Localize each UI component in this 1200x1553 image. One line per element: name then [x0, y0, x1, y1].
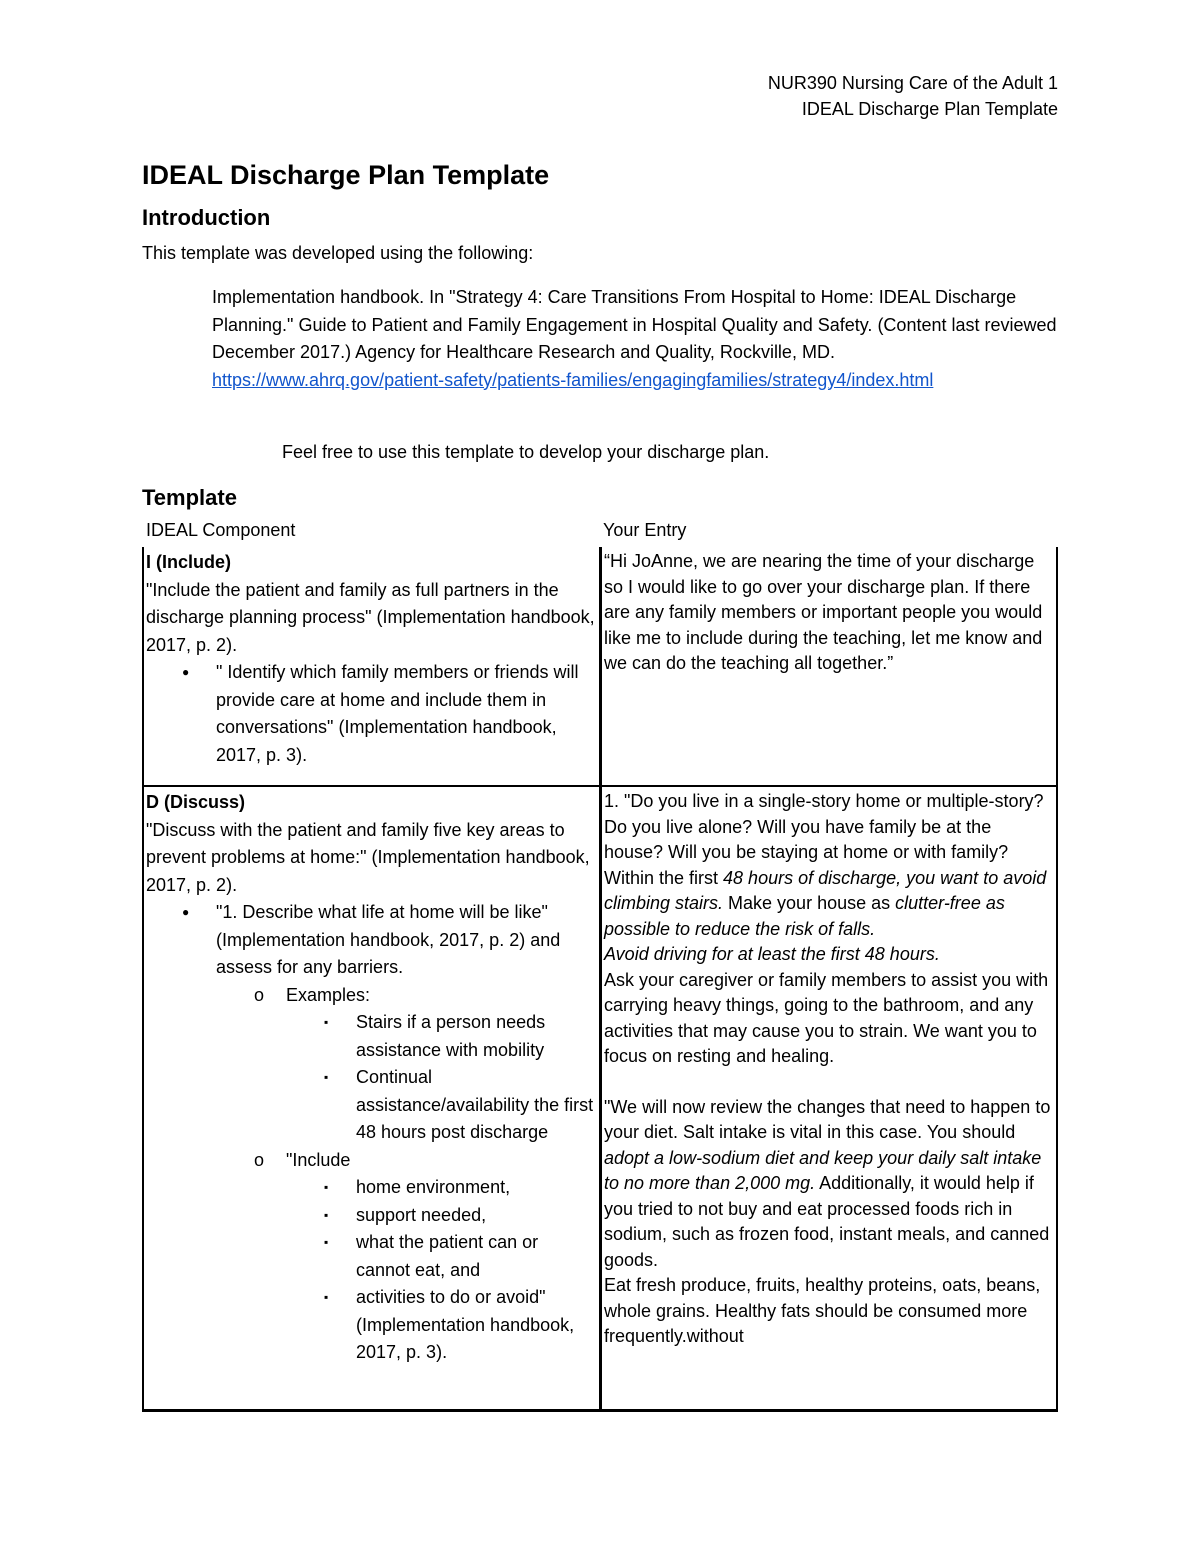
- table-row: [142, 785, 1058, 1412]
- list-item: o Examples:: [146, 982, 595, 1010]
- list-item: ▪ activities to do or avoid" (Implementation handbook, 2017, p. 3).: [146, 1284, 595, 1367]
- spacer: [604, 1070, 1054, 1095]
- entry-diet: [604, 1095, 1054, 1274]
- reference-citation: [212, 284, 1072, 394]
- entry-segment: clutter-free as possible to reduce the risk of falls.: [604, 893, 1005, 939]
- list-item: ▪ Stairs if a person needs assistance with mobility: [146, 1009, 595, 1064]
- entry-driving: Avoid driving for at least the first 48 hours.: [604, 944, 940, 964]
- component-bullets: [146, 899, 595, 1367]
- list-item: ▪ what the patient can or cannot eat, and: [146, 1229, 595, 1284]
- header-course: NUR390 Nursing Care of the Adult 1: [767, 73, 1058, 93]
- ideal-table: [142, 547, 1058, 1412]
- component-label: D (Discuss): [146, 792, 246, 812]
- intro-lead: This template was developed using the following:: [142, 243, 534, 263]
- reference-text: Implementation handbook. In "Strategy 4: Care Transitions From Hospital to Home: IDEAL Discharge Planning." Guide to Patient and Family Engagement in Hospital Quality and Safety. (Content last reviewed December 2017.) Agency for Healthcare Research and Quality, Rockville, MD.: [212, 287, 1057, 362]
- list-item: ▪ support needed,: [146, 1202, 595, 1230]
- entry-segment: Make your house as: [723, 893, 896, 913]
- entry-segment: Within the first: [604, 867, 724, 888]
- table-row: [142, 547, 1058, 785]
- intro-heading: Introduction: [142, 205, 271, 230]
- header-doc-title: IDEAL Discharge Plan Template: [801, 99, 1058, 119]
- entry-segment: 48 hours of discharge, you want to avoid climbing stairs.: [604, 867, 1047, 913]
- list-item: ▪ Continual assistance/availability the first 48 hours post discharge: [146, 1064, 595, 1147]
- component-text: "Discuss with the patient and family five key areas to prevent problems at home:" (Implementation handbook, 2017, p. 2).: [146, 819, 590, 895]
- list-item: ▪ home environment,: [146, 1174, 595, 1202]
- entry-text: “Hi JoAnne, we are nearing the time of your discharge so I would like to go over your discharge plan. If there are any family members or important people you would like me to include during the teaching, let me know and we can do the teaching all together.”: [604, 551, 1043, 673]
- component-bullets: [146, 659, 595, 769]
- running-header: [768, 70, 1058, 122]
- list-item: ● "1. Describe what life at home will be like" (Implementation handbook, 2017, p. 2) and assess for any barriers.: [146, 899, 595, 982]
- entry-cell[interactable]: [602, 787, 1058, 1409]
- component-cell: [142, 787, 602, 1409]
- entry-segment: "We will now review the changes that need to happen to your diet. Salt intake is vital in this case. You should: [604, 1096, 1051, 1142]
- component-cell: [142, 547, 602, 785]
- component-text: "Include the patient and family as full partners in the discharge planning process" (Implementation handbook, 2017, p. 2).: [146, 579, 595, 655]
- list-item: o "Include: [146, 1147, 595, 1175]
- entry-foods: Eat fresh produce, fruits, healthy proteins, oats, beans, whole grains. Healthy fats should be consumed more frequently.without: [604, 1275, 1041, 1346]
- entry-stairs: [604, 866, 1054, 943]
- entry-question: 1. "Do you live in a single-story home or multiple-story? Do you live alone? Will you have family be at the house? Will you be staying at home or with family?: [604, 791, 1044, 862]
- template-heading: Template: [142, 485, 237, 510]
- column-header-entry: Your Entry: [603, 520, 687, 540]
- entry-cell[interactable]: [602, 547, 1058, 785]
- entry-segment: adopt a low-sodium diet and keep your daily salt intake to no more than 2,000 mg.: [604, 1147, 1042, 1193]
- page-title: IDEAL Discharge Plan Template: [142, 160, 550, 190]
- reference-link[interactable]: https://www.ahrq.gov/patient-safety/patients-families/engagingfamilies/strategy4/index.html: [212, 369, 934, 390]
- entry-segment: Additionally, it would help if you tried to not buy and eat processed foods rich in sodium, such as frozen food, instant meals, and canned goods.: [604, 1173, 1050, 1270]
- component-label: I (Include): [146, 552, 231, 572]
- intro-note: Feel free to use this template to develop your discharge plan.: [282, 442, 770, 462]
- column-header-component: IDEAL Component: [146, 520, 296, 540]
- entry-assist: Ask your caregiver or family members to assist you with carrying heavy things, going to the bathroom, and any activities that may cause you to strain. We want you to focus on resting and healing.: [604, 969, 1049, 1066]
- list-item: ● " Identify which family members or friends will provide care at home and include them in conversations" (Implementation handbook, 2017, p. 3).: [146, 659, 595, 769]
